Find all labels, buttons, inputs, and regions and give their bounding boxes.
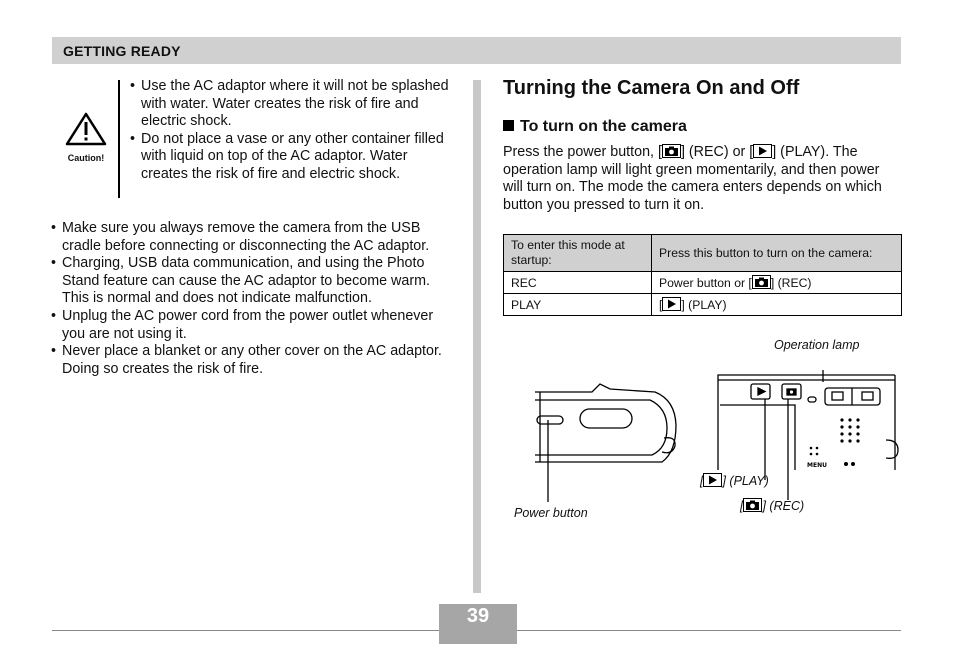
camera-icon — [743, 498, 762, 512]
table-row — [504, 294, 902, 316]
menu-label: MENU — [807, 462, 827, 469]
column-divider — [473, 80, 481, 593]
cell-text: ] (REC) — [770, 276, 812, 290]
play-icon — [703, 473, 722, 487]
para-text: ] (PLAY). The operation lamp will light green momentarily, and then power will turn on. The mode the camera enters depends on which button you pressed to turn it on. — [503, 144, 882, 213]
table-row — [504, 272, 902, 294]
table-cell-mode: REC — [504, 272, 652, 294]
section-header: GETTING READY — [63, 43, 181, 59]
caution-divider — [118, 80, 120, 198]
caution-item: • Use the AC adaptor where it will not be splashed with water. Water creates the risk of fire and electric shock. — [130, 78, 452, 131]
play-icon — [662, 297, 681, 311]
precaution-list — [51, 220, 456, 378]
caution-label: Caution! — [67, 153, 105, 163]
label-text: [ — [700, 474, 704, 488]
operation-lamp-label: Operation lamp — [774, 338, 860, 352]
cell-text: Power button or [ — [659, 276, 752, 290]
power-button-label: Power button — [514, 506, 588, 520]
table-header-cell: To enter this mode at startup: — [504, 235, 652, 272]
label-text: ] (REC) — [762, 499, 805, 513]
startup-mode-table — [503, 234, 902, 316]
label-text: ] (PLAY) — [722, 474, 769, 488]
table-cell-button — [652, 272, 902, 294]
top-window — [580, 409, 632, 428]
para-text: ] (REC) or [ — [680, 144, 754, 160]
play-button-label — [700, 473, 769, 488]
cell-text: [ — [659, 298, 663, 312]
label-text: [ — [740, 499, 744, 513]
instruction-paragraph — [503, 144, 899, 214]
table-header-cell: Press this button to turn on the camera: — [652, 235, 902, 272]
list-item: • Never place a blanket or any other cover on the AC adaptor. Doing so creates the risk of fire. — [51, 343, 456, 378]
power-button-shape — [537, 416, 563, 424]
table-header-row — [504, 235, 902, 272]
subsection-title-text: To turn on the camera — [520, 118, 687, 135]
list-item: • Make sure you always remove the camera from the USB cradle before connecting or disconnecting the AC adaptor. — [51, 220, 456, 255]
subsection-title — [503, 118, 687, 136]
camera-illustration — [505, 370, 905, 510]
camera-icon — [752, 275, 771, 289]
page-title: Turning the Camera On and Off — [503, 77, 800, 99]
square-bullet-icon — [503, 120, 514, 131]
para-text: Press the power button, [ — [503, 144, 662, 160]
caution-block — [62, 112, 110, 163]
warning-triangle-icon — [64, 112, 108, 146]
table-cell-button — [652, 294, 902, 316]
page-number: 39 — [466, 605, 490, 627]
cell-text: ] (PLAY) — [681, 298, 727, 312]
play-icon — [753, 144, 772, 158]
caution-list — [130, 78, 452, 184]
rec-button-label — [740, 498, 804, 513]
table-cell-mode: PLAY — [504, 294, 652, 316]
camera-icon — [662, 144, 681, 158]
operation-lamp-shape — [808, 397, 816, 402]
list-item: • Unplug the AC power cord from the power outlet whenever you are not using it. — [51, 308, 456, 343]
camera-top-outline — [535, 384, 676, 462]
caution-item: • Do not place a vase or any other container filled with liquid on top of the AC adaptor. Water creates the risk of fire and electric shock. — [130, 131, 452, 184]
list-item: • Charging, USB data communication, and using the Photo Stand feature can cause the AC adaptor to become warm. This is normal and does not indicate malfunction. — [51, 255, 456, 308]
